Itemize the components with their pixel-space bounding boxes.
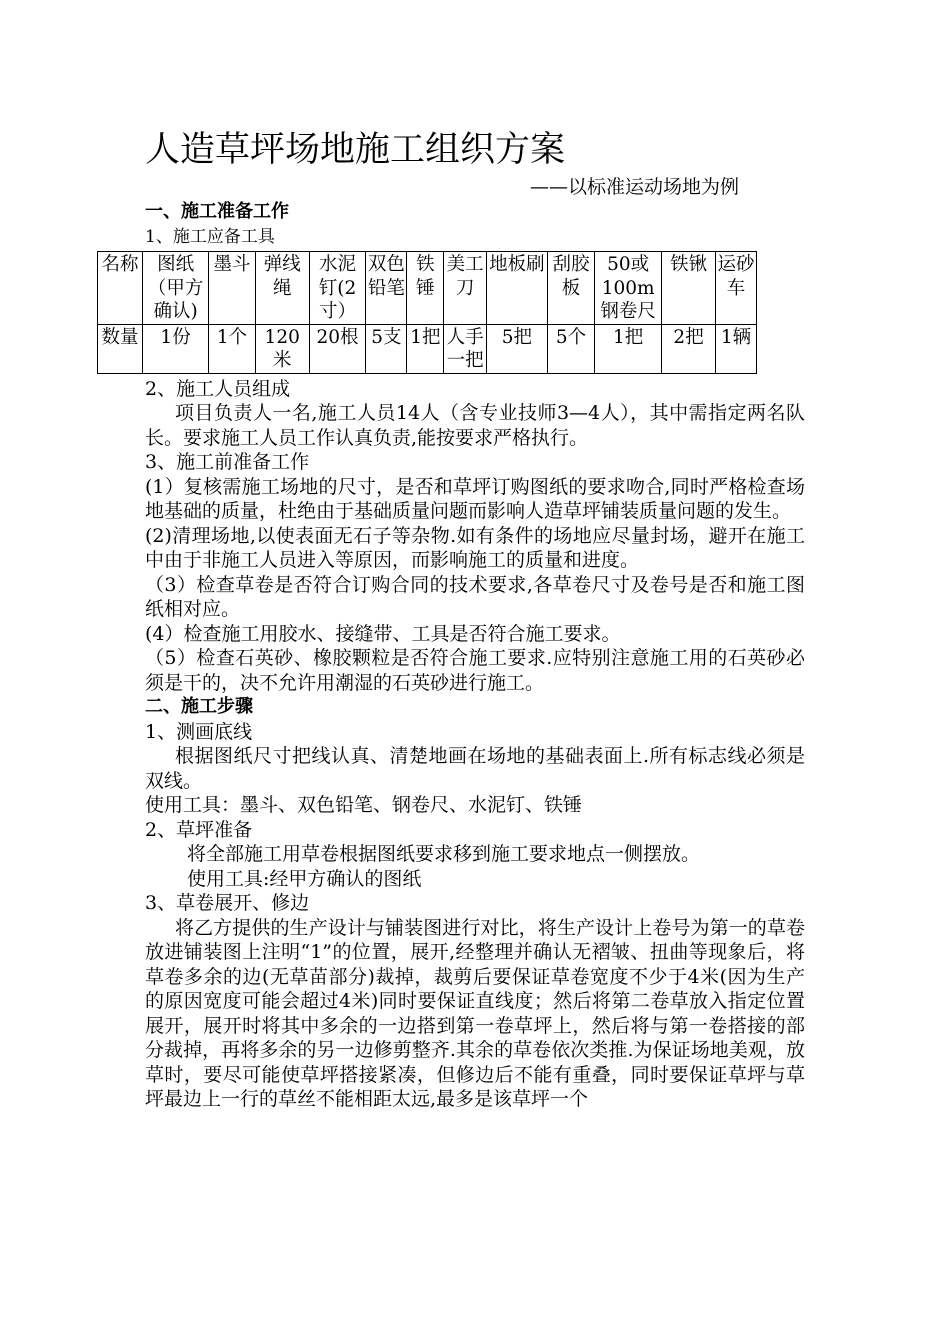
table-cell: 铁锹 [662, 252, 716, 325]
table-cell: 5把 [486, 324, 547, 373]
subheading-turf-prep: 2、草坪准备 [145, 818, 253, 841]
table-cell: 2把 [662, 324, 716, 373]
table-cell: 地板刷 [486, 252, 547, 325]
table-cell: 名称 [98, 252, 143, 325]
table-cell: 120米 [255, 324, 309, 373]
paragraph-turf-prep: 将全部施工用草卷根据图纸要求移到施工要求地点一侧摆放。 [187, 843, 701, 865]
table-cell: 1个 [209, 324, 256, 373]
table-cell: 刮胶板 [547, 252, 594, 325]
table-cell: 弹线绳 [255, 252, 309, 325]
paragraph-staff: 项目负责人一名,施工人员14人（含专业技师3—4人），其中需指定两名队长。要求施工人员工作认真负责,能按要求严格执行。 [145, 402, 805, 449]
document-title: 人造草坪场地施工组织方案 [145, 130, 566, 170]
table-cell: 双色铅笔 [366, 252, 407, 325]
table-cell: 20根 [309, 324, 366, 373]
table-cell: 5个 [547, 324, 594, 373]
table-cell: 墨斗 [209, 252, 256, 325]
subheading-pre-work: 3、施工前准备工作 [145, 451, 310, 473]
table-cell: 图纸（甲方确认) [142, 252, 208, 325]
table-cell: 50或100m钢卷尺 [595, 252, 662, 325]
table-cell: 1把 [407, 324, 444, 373]
subheading-unroll-trim: 3、草卷展开、修边 [145, 892, 310, 914]
paragraph-baseline-tools: 使用工具：墨斗、双色铅笔、钢卷尺、水泥钉、铁锤 [145, 794, 583, 816]
table-cell: 5支 [366, 324, 407, 373]
subheading-baseline: 1、测画底线 [145, 720, 253, 743]
table-row-header [98, 252, 757, 325]
list-item: (4）检查施工用胶水、接缝带、工具是否符合施工要求。 [145, 622, 621, 645]
list-item: (1）复核需施工场地的尺寸，是否和草坪订购图纸的要求吻合,同时严格检查场地基础的质量，杜绝由于基础质量问题而影响人造草坪铺装质量问题的发生。 [145, 475, 805, 522]
subheading-staff: 2、施工人员组成 [145, 377, 291, 400]
document-subtitle: ——以标准运动场地为例 [530, 176, 740, 198]
paragraph-turf-prep-tools: 使用工具:经甲方确认的图纸 [187, 867, 422, 890]
table-cell: 1辆 [715, 324, 756, 373]
table-cell: 1把 [595, 324, 662, 373]
document-body [101, 200, 805, 1112]
subheading-tools: 1、施工应备工具 [145, 226, 275, 247]
table-cell: 人手一把 [444, 324, 487, 373]
paragraph-baseline: 根据图纸尺寸把线认真、清楚地画在场地的基础表面上.所有标志线必须是双线。 [145, 745, 805, 792]
list-item: （3）检查草卷是否符合订购合同的技术要求,各草卷尺寸及卷号是否和施工图纸相对应。 [145, 573, 805, 620]
section-heading-prep: 一、施工准备工作 [145, 201, 289, 222]
table-cell: 数量 [98, 324, 143, 373]
table-cell: 美工刀 [444, 252, 487, 325]
section-heading-steps: 二、施工步骤 [145, 696, 253, 717]
tools-table [97, 251, 757, 374]
paragraph-unroll-trim: 将乙方提供的生产设计与铺装图进行对比，将生产设计上卷号为第一的草卷放进铺装图上注明“1”的位置，展开,经整理并确认无褶皱、扭曲等现象后，将草卷多余的边(无草苗部分)裁掉，裁剪后要保证草卷宽度不少于4米(因为生产的原因宽度可能会超过4米)同时要保证直线度；然后将第二卷草放入指定位置展开，展开时将其中多余的一边搭到第一卷草坪上，然后将与第一卷搭接的部分裁掉，再将多余的另一边修剪整齐.其余的草卷依次类推.为保证场地美观，放草时，要尽可能使草坪搭接紧凑，但修边后不能有重叠，同时要保证草坪与草坪最边上一行的草丝不能相距太远,最多是该草坪一个 [145, 916, 805, 1110]
table-cell: 运砂车 [715, 252, 756, 325]
list-item: (2)清理场地,以使表面无石子等杂物.如有条件的场地应尽量封场，避开在施工中由于非施工人员进入等原因，而影响施工的质量和进度。 [145, 524, 805, 571]
table-cell: 铁锤 [407, 252, 444, 325]
list-item: （5）检查石英砂、橡胶颗粒是否符合施工要求.应特别注意施工用的石英砂必须是干的，决不允许用潮湿的石英砂进行施工。 [145, 647, 805, 694]
table-cell: 1份 [142, 324, 208, 373]
table-row-quantity [98, 324, 757, 373]
table-cell: 水泥钉(2寸） [309, 252, 366, 325]
